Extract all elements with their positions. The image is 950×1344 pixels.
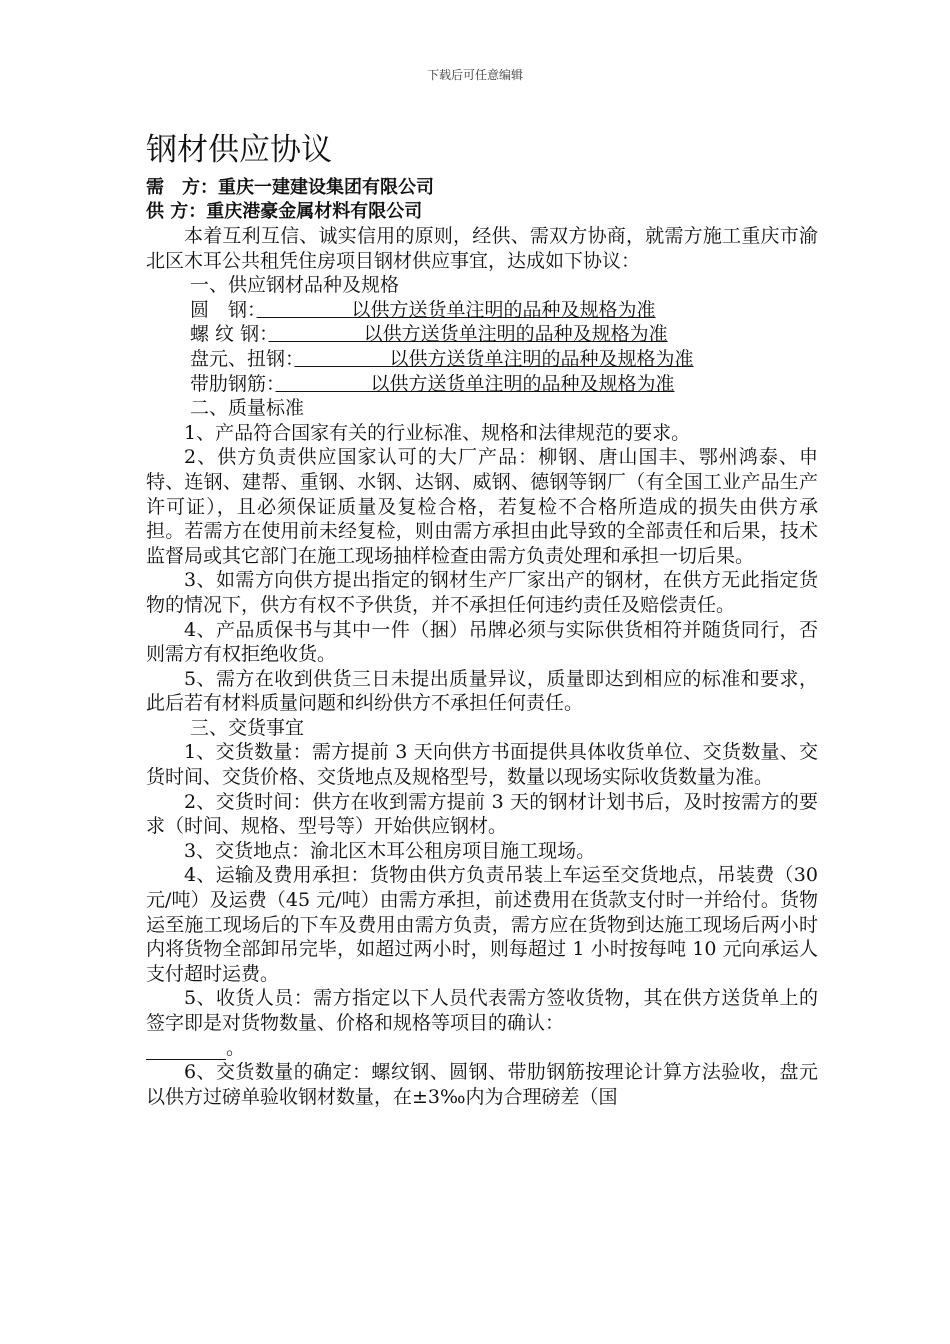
spec-label: 螺 纹 钢： — [190, 323, 269, 346]
buyer-name: 重庆一建建设集团有限公司 — [218, 177, 434, 198]
blank-suffix: 。 — [226, 1036, 246, 1059]
seller-name: 重庆港豪金属材料有限公司 — [206, 201, 423, 222]
delivery-clause: 1、交货数量：需方提前 3 天向供方书面提供具体收货单位、交货数量、交货时间、交货价格、交货地点及规格型号，数量以现场实际收货数量为准。 — [146, 741, 818, 789]
spec-row — [146, 372, 818, 397]
buyer-label: 需 方： — [146, 177, 218, 198]
seller-label: 供 方： — [146, 201, 207, 222]
quality-clause: 2、供方负责供应国家认可的大厂产品：柳钢、唐山国丰、鄂州鸿泰、申特、连钢、建帮、重钢、水钢、达钢、威钢、德钢等钢厂（有全国工业产品生产许可证），且必须保证质量及复检合格，若复检不合格所造成的损失由供方承担。若需方在使用前未经复检，则由需方承担由此导致的全部责任和后果，技术监督局或其它部门在施工现场抽样检查由需方负责处理和承担一切后果。 — [146, 446, 818, 567]
intro-paragraph: 本着互利互信、诚实信用的原则，经供、需双方协商，就需方施工重庆市渝北区木耳公共租凭住房项目钢材供应事宜，达成如下协议： — [146, 225, 818, 272]
section3-heading: 三、交货事宜 — [190, 716, 305, 739]
document-title: 钢材供应协议 — [146, 132, 332, 168]
receiver-blank-line — [146, 1036, 818, 1061]
quality-clause: 1、产品符合国家有关的行业标准、规格和法律规范的要求。 — [184, 421, 691, 444]
delivery-clause: 4、运输及费用承担：货物由供方负责吊装上车运至交货地点，吊装费（30 元/吨）及运费（45 元/吨）由需方承担，前述费用在货款支付时一并给付。货物运至施工现场后的下车及费用由需方负责，需方应在货物到达施工现场后两小时内将货物全部卸吊完毕，如超过两小时，则每超过 1 小时按每吨 10 元向承运人支付超时运费。 — [146, 864, 818, 985]
header-note: 下载后可任意编辑 — [426, 68, 523, 82]
spec-value: 以供方送货单注明的品种及规格为准 — [256, 298, 656, 321]
delivery-clause: 2、交货时间：供方在收到需方提前 3 天的钢材计划书后，及时按需方的要求（时间、规格、型号等）开始供应钢材。 — [146, 790, 818, 838]
spec-label: 圆 钢： — [190, 298, 257, 321]
seller-line — [146, 200, 818, 224]
spec-label: 带肋钢筋： — [190, 372, 276, 395]
spec-row — [146, 298, 818, 323]
spec-value: 以供方送货单注明的品种及规格为准 — [268, 323, 668, 346]
document-body — [146, 128, 818, 1109]
section2-heading: 二、质量标准 — [190, 397, 305, 420]
spec-value: 以供方送货单注明的品种及规格为准 — [275, 372, 675, 395]
spec-row — [146, 322, 818, 347]
quality-clause: 5、需方在收到供货三日未提出质量异议，质量即达到相应的标准和要求，此后若有材料质量问题和纠纷供方不承担任何责任。 — [146, 667, 818, 715]
delivery-clause: 3、交货地点：渝北区木耳公租房项目施工现场。 — [184, 839, 596, 862]
section1-heading: 一、供应钢材品种及规格 — [190, 274, 400, 297]
delivery-clause: 6、交货数量的确定：螺纹钢、圆钢、带肋钢筋按理论计算方法验收，盘元以供方过磅单验收钢材数量，在±3‰内为合理磅差（国 — [146, 1061, 818, 1108]
spec-label: 盘元、扭钢： — [190, 347, 295, 370]
delivery-clause: 5、收货人员：需方指定以下人员代表需方签收货物，其在供方送货单上的签字即是对货物数量、价格和规格等项目的确认： — [146, 987, 818, 1034]
spec-value: 以供方送货单注明的品种及规格为准 — [294, 347, 694, 370]
spec-row — [146, 347, 818, 372]
quality-clause: 4、产品质保书与其中一件（捆）吊牌必须与实际供货相符并随货同行，否则需方有权拒绝收货。 — [146, 618, 818, 666]
receiver-blank — [146, 1041, 226, 1060]
buyer-line — [146, 176, 818, 200]
quality-clause: 3、如需方向供方提出指定的钢材生产厂家出产的钢材，在供方无此指定货物的情况下，供方有权不予供货，并不承担任何违约责任及赔偿责任。 — [146, 569, 818, 616]
